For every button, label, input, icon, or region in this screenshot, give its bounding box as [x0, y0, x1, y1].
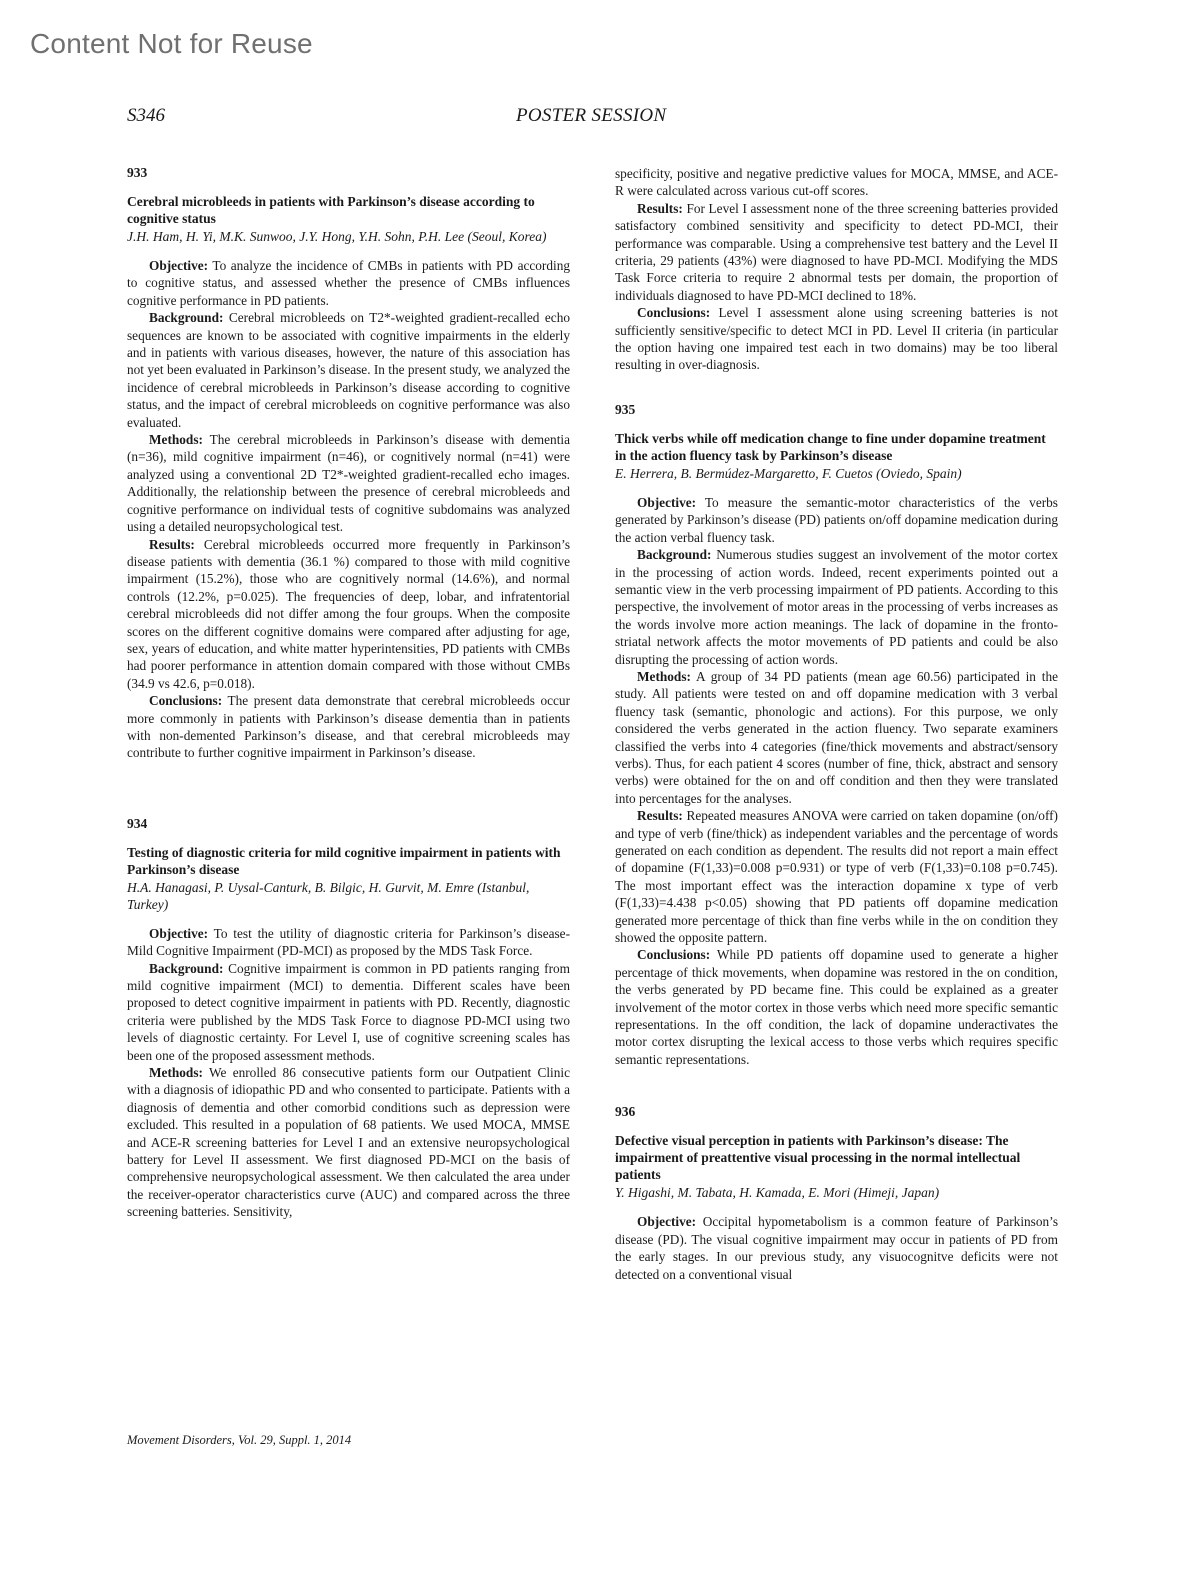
- conclusions-label: Conclusions:: [149, 693, 223, 709]
- methods-text: A group of 34 PD patients (mean age 60.56) participated in the study. All patients were tested on and off dopamine medication with 3 verbal fluency task (semantic, phonologic and actions). For this purpose, we only considered the verbs generated in the action fluency. Two separate examiners classified the verbs into 4 categories (fine/thick movements and abstract/sensory verbs). Thus, for each patient 4 scores (number of fine, thick, abstract and sensory verbs) were obtained for the on and off condition and then they were translated into percentages for the analyses.: [615, 668, 1058, 806]
- conclusions-paragraph: [127, 692, 570, 762]
- abstract-title: Testing of diagnostic criteria for mild cognitive impairment in patients with Parkinson’s disease: [127, 844, 561, 877]
- objective-text: Occipital hypometabolism is a common feature of Parkinson’s disease (PD). The visual cognitive impairment may occur in patients of PD from the early stages. In our previous study, any visuocognitve deficits were not detected on a conventional visual: [615, 1214, 1058, 1282]
- methods-label: Methods:: [149, 1065, 203, 1081]
- objective-paragraph: [127, 925, 570, 960]
- results-paragraph: [127, 536, 570, 693]
- abstract-title: Thick verbs while off medication change to fine under dopamine treatment in the action fluency task by Parkinson’s disease: [615, 430, 1046, 463]
- objective-paragraph: [127, 257, 570, 309]
- abstract-936: [615, 1104, 1058, 1283]
- abstract-934-continued: [615, 165, 1058, 374]
- results-paragraph: [615, 807, 1058, 946]
- objective-text: To measure the semantic-motor characteristics of the verbs generated by Parkinson’s disease (PD) patients on/off dopamine medication during the action verbal fluency task.: [615, 494, 1058, 545]
- methods-text: The cerebral microbleeds in Parkinson’s disease with dementia (n=36), mild cognitive impairment (n=46), or cognitively normal (n=41) were analyzed using a conventional 2D T2*-weighted gradient-recalled echo images. Additionally, the relationship between the presence of cerebral microbleeds and cognitive performance on individual tests of cognitive subdomains was analyzed using a detailed neuropsychological test.: [127, 432, 570, 535]
- abstract-934: [127, 816, 570, 1221]
- abstract-title: Defective visual perception in patients with Parkinson’s disease: The impairment of preattentive visual processing in the normal intellectual patients: [615, 1133, 1021, 1183]
- abstract-authors: Y. Higashi, M. Tabata, H. Kamada, E. Mori (Himeji, Japan): [615, 1185, 940, 1201]
- objective-label: Objective:: [637, 494, 697, 510]
- abstract-number: 936: [615, 1104, 636, 1120]
- right-column: [615, 165, 1058, 1283]
- conclusions-text: Level I assessment alone using screening batteries is not sufficiently sensitive/specific to detect MCI in PD. Level II criteria (in particular the option having one impaired test each in two domains) may be too liberal resulting in over-diagnosis.: [615, 305, 1058, 373]
- abstract-number: 933: [127, 165, 148, 180]
- results-paragraph: [615, 200, 1058, 304]
- conclusions-text: While PD patients off dopamine used to generate a higher percentage of thick movements, when dopamine was restored in the on condition, the verbs generated by PD became fine. This could be explained as a greater involvement of the motor cortex in those verbs which need more specific semantic representations. In the off condition, the lack of dopamine underactivates the motor cortex disrupting the lexical access to those verbs which requires specific semantic representations.: [615, 947, 1059, 1067]
- watermark: Content Not for Reuse: [30, 28, 313, 59]
- spacer: [127, 762, 570, 816]
- conclusions-label: Conclusions:: [637, 305, 711, 321]
- objective-paragraph: [615, 1213, 1058, 1283]
- results-text: For Level I assessment none of the three screening batteries provided satisfactory combined sensitivity and specificity to detect PD-MCI, their performance was comparable. Using a comprehensive test battery and the Level II criteria, 29 patients (43%) were diagnosed to have PD-MCI. Modifying the MDS Task Force criteria to require 2 abnormal tests per domain, the proportion of individuals diagnosed to have PD-MCI declined to 18%.: [615, 200, 1059, 303]
- background-label: Background:: [149, 310, 224, 326]
- background-text: Cerebral microbleeds on T2*-weighted gradient-recalled echo sequences are known to be associated with cognitive impairments in the elderly and in patients with various diseases, however, the nature of this association has not yet been evaluated in Parkinson’s disease. In the present study, we analyzed the incidence of cerebral microbleeds in Parkinson’s disease according to cognitive status, and the impact of cerebral microbleeds on cognitive performance was also evaluated.: [127, 310, 570, 430]
- methods-label: Methods:: [149, 432, 203, 448]
- spacer: [615, 374, 1058, 402]
- background-paragraph: [127, 309, 570, 431]
- abstract-933: [127, 165, 570, 762]
- running-head: POSTER SESSION: [516, 105, 667, 126]
- methods-label: Methods:: [637, 668, 691, 684]
- abstract-title: Cerebral microbleeds in patients with Parkinson’s disease according to cognitive status: [127, 194, 535, 226]
- background-label: Background:: [149, 960, 224, 976]
- abstract-authors: J.H. Ham, H. Yi, M.K. Sunwoo, J.Y. Hong, Y.H. Sohn, P.H. Lee (Seoul, Korea): [127, 229, 547, 244]
- spacer: [615, 1068, 1058, 1104]
- background-label: Background:: [637, 547, 712, 563]
- results-label: Results:: [637, 200, 683, 216]
- background-paragraph: [127, 960, 570, 1064]
- left-column: [127, 165, 570, 1221]
- methods-paragraph: [127, 431, 570, 535]
- objective-label: Objective:: [149, 925, 209, 941]
- conclusions-paragraph: [615, 304, 1058, 374]
- abstract-authors: H.A. Hanagasi, P. Uysal-Canturk, B. Bilgic, H. Gurvit, M. Emre (Istanbul, Turkey): [127, 879, 530, 912]
- background-text: Cognitive impairment is common in PD patients ranging from mild cognitive impairment (MCI) to dementia. Different scales have been proposed to detect cognitive impairment in patients with PD. Recently, diagnostic criteria were published by the MDS Task Force to diagnose PD-MCI using two levels of diagnostic certainty. For Level I, use of cognitive screening scales has been one of the proposed assessment methods.: [127, 960, 570, 1063]
- abstract-number: 935: [615, 401, 636, 417]
- background-text: Numerous studies suggest an involvement of the motor cortex in the processing of action words. Indeed, recent experiments pointed out a semantic view in the verb processing impairment of PD patients. According to this perspective, the involvement of motor areas in the processing of verbs increases as the words involve more action meanings. The lack of dopamine in the fronto-striatal network affects the motor movements of PD patients and could be also disrupting the processing of action words.: [615, 547, 1058, 667]
- objective-text: To test the utility of diagnostic criteria for Parkinson’s disease-Mild Cognitive Impairment (PD-MCI) as proposed by the MDS Task Force.: [127, 925, 571, 959]
- abstract-935: [615, 402, 1058, 1068]
- objective-paragraph: [615, 494, 1058, 546]
- background-paragraph: [615, 546, 1058, 668]
- results-label: Results:: [149, 536, 195, 552]
- methods-paragraph: [615, 668, 1058, 807]
- objective-label: Objective:: [637, 1214, 697, 1230]
- journal-footer: Movement Disorders, Vol. 29, Suppl. 1, 2014: [127, 1433, 352, 1447]
- page-number: S346: [127, 105, 165, 126]
- objective-label: Objective:: [149, 258, 209, 273]
- objective-text: To analyze the incidence of CMBs in patients with PD according to cognitive status, and assessed whether the presence of CMBs influences cognitive performance in PD patients.: [127, 258, 570, 308]
- methods-continued-paragraph: specificity, positive and negative predictive values for MOCA, MMSE, and ACE-R were calculated across various cut-off scores.: [615, 166, 1058, 199]
- methods-paragraph: [127, 1064, 570, 1221]
- results-text: Repeated measures ANOVA were carried on taken dopamine (on/off) and type of verb (fine/thick) as independent variables and the percentage of words generated on each condition as dependent. The results did not report a main effect of dopamine (F(1,33)=0.008 p=0.931) or type of verb (F(1,33)=0.108 p=0.745). The most important effect was the interaction dopamine x type of verb (F(1,33)=4.438 p<0.05) showing that PD patients off dopamine medication generated more percentage of thick than fine verbs while in the on condition they showed the opposite pattern.: [615, 808, 1058, 946]
- abstract-authors: E. Herrera, B. Bermúdez-Margaretto, F. Cuetos (Oviedo, Spain): [615, 465, 962, 481]
- abstract-number: 934: [127, 815, 148, 831]
- methods-text: We enrolled 86 consecutive patients form our Outpatient Clinic with a diagnosis of idiopathic PD and who consented to participate. Patients with a diagnosis of dementia and other comorbid conditions such as depression were excluded. This resulted in a population of 68 patients. We used MOCA, MMSE and ACE-R screening batteries for Level I and an extensive neuropsychological battery for Level II assessment. We first diagnosed PD-MCI on the basis of comprehensive neuropsychological assessment. We then calculated the area under the receiver-operator characteristics curve (AUC) and compared across the three screening batteries. Sensitivity,: [127, 1065, 571, 1220]
- conclusions-paragraph: [615, 946, 1058, 1068]
- conclusions-label: Conclusions:: [637, 947, 711, 963]
- conclusions-text: The present data demonstrate that cerebral microbleeds occur more commonly in patients with Parkinson’s disease dementia than in patients with non-demented Parkinson’s disease, and that cerebral microbleeds may contribute to further cognitive impairment in Parkinson’s disease.: [127, 693, 570, 761]
- results-text: Cerebral microbleeds occurred more frequently in Parkinson’s disease patients with dementia (36.1 %) compared to those with mild cognitive impairment (15.2%), those who are cognitively normal (14.6%), and normal controls (12.2%, p=0.025). The frequencies of deep, lobar, and infratentorial cerebral microbleeds did not differ among the four groups. When the composite scores on the different cognitive domains were compared after adjusting for age, sex, years of education, and white matter hyperintensities, PD patients with CMBs had poorer performance in attention domain compared with those without CMBs (34.9 vs 42.6, p=0.018).: [127, 536, 571, 691]
- results-label: Results:: [637, 808, 683, 824]
